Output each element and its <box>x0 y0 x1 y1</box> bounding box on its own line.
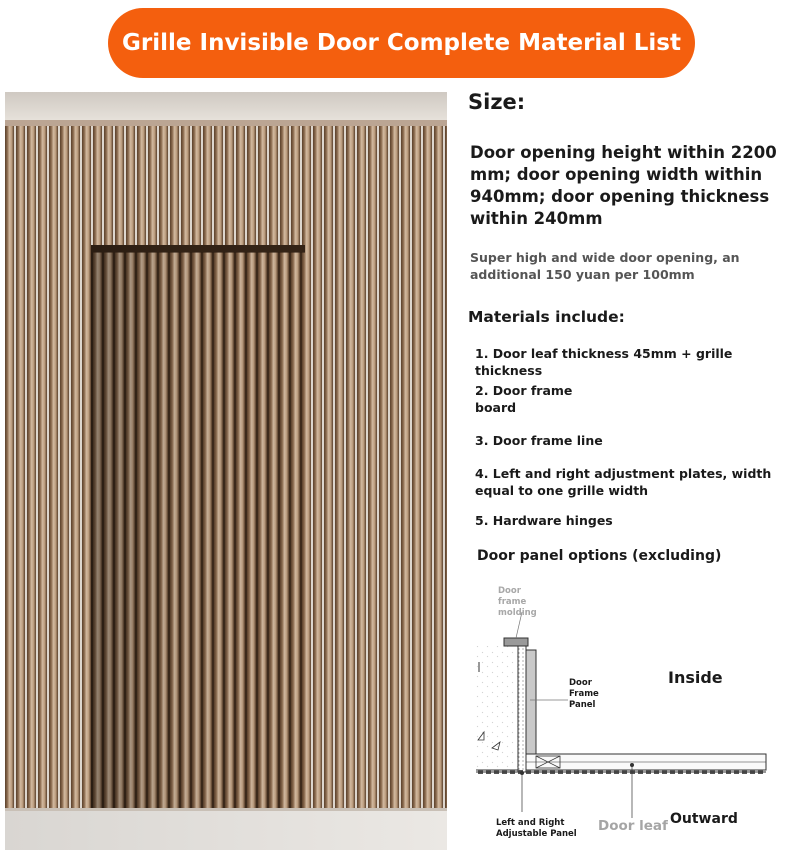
grille-slat <box>60 126 69 810</box>
door-photo <box>5 92 447 850</box>
grille-slat <box>313 126 322 810</box>
door-frame-molding-label: Door frame molding <box>498 586 537 618</box>
door-frame-panel-label: Door Frame Panel <box>569 678 599 710</box>
size-heading: Size: <box>468 90 526 114</box>
grille-slat <box>82 126 91 810</box>
grille-slat <box>16 126 25 810</box>
adjustable-panel-label: Left and Right Adjustable Panel <box>496 818 577 839</box>
grille-slat <box>357 126 366 810</box>
materials-heading: Materials include: <box>468 308 625 326</box>
grille-slat <box>445 126 447 810</box>
grille-slat <box>324 126 333 810</box>
grille-slat <box>346 126 355 810</box>
grille-slat <box>38 126 47 810</box>
outward-label: Outward <box>670 811 738 827</box>
grille-slat <box>27 126 36 810</box>
grille-slat <box>368 126 377 810</box>
size-note: Super high and wide door opening, an additional 150 yuan per 100mm <box>470 250 740 282</box>
grille-slat <box>379 126 388 810</box>
grille-slat <box>423 126 432 810</box>
grille-slat <box>434 126 443 810</box>
grille-slat <box>335 126 344 810</box>
inside-label: Inside <box>668 668 723 687</box>
grille-slat <box>401 126 410 810</box>
size-description: Door opening height within 2200 mm; door opening width within 940mm; door opening thickness within 240mm <box>470 143 777 228</box>
material-item: 3. Door frame line <box>475 433 603 448</box>
grille-slat <box>5 126 14 810</box>
grille-slat <box>71 126 80 810</box>
material-item: 2. Door frame board <box>475 383 573 415</box>
material-item: 4. Left and right adjustment plates, width equal to one grille width <box>475 466 772 498</box>
grille-slat <box>49 126 58 810</box>
material-item: 1. Door leaf thickness 45mm + grille thickness <box>475 346 733 378</box>
material-item: 5. Hardware hinges <box>475 513 613 528</box>
door-leaf-label: Door leaf <box>598 818 668 834</box>
door-section-diagram <box>470 580 780 842</box>
grille-slat <box>412 126 421 810</box>
grille-slat <box>390 126 399 810</box>
door-panel-options: Door panel options (excluding) <box>477 548 722 564</box>
page-title: Grille Invisible Door Complete Material List <box>108 8 695 78</box>
